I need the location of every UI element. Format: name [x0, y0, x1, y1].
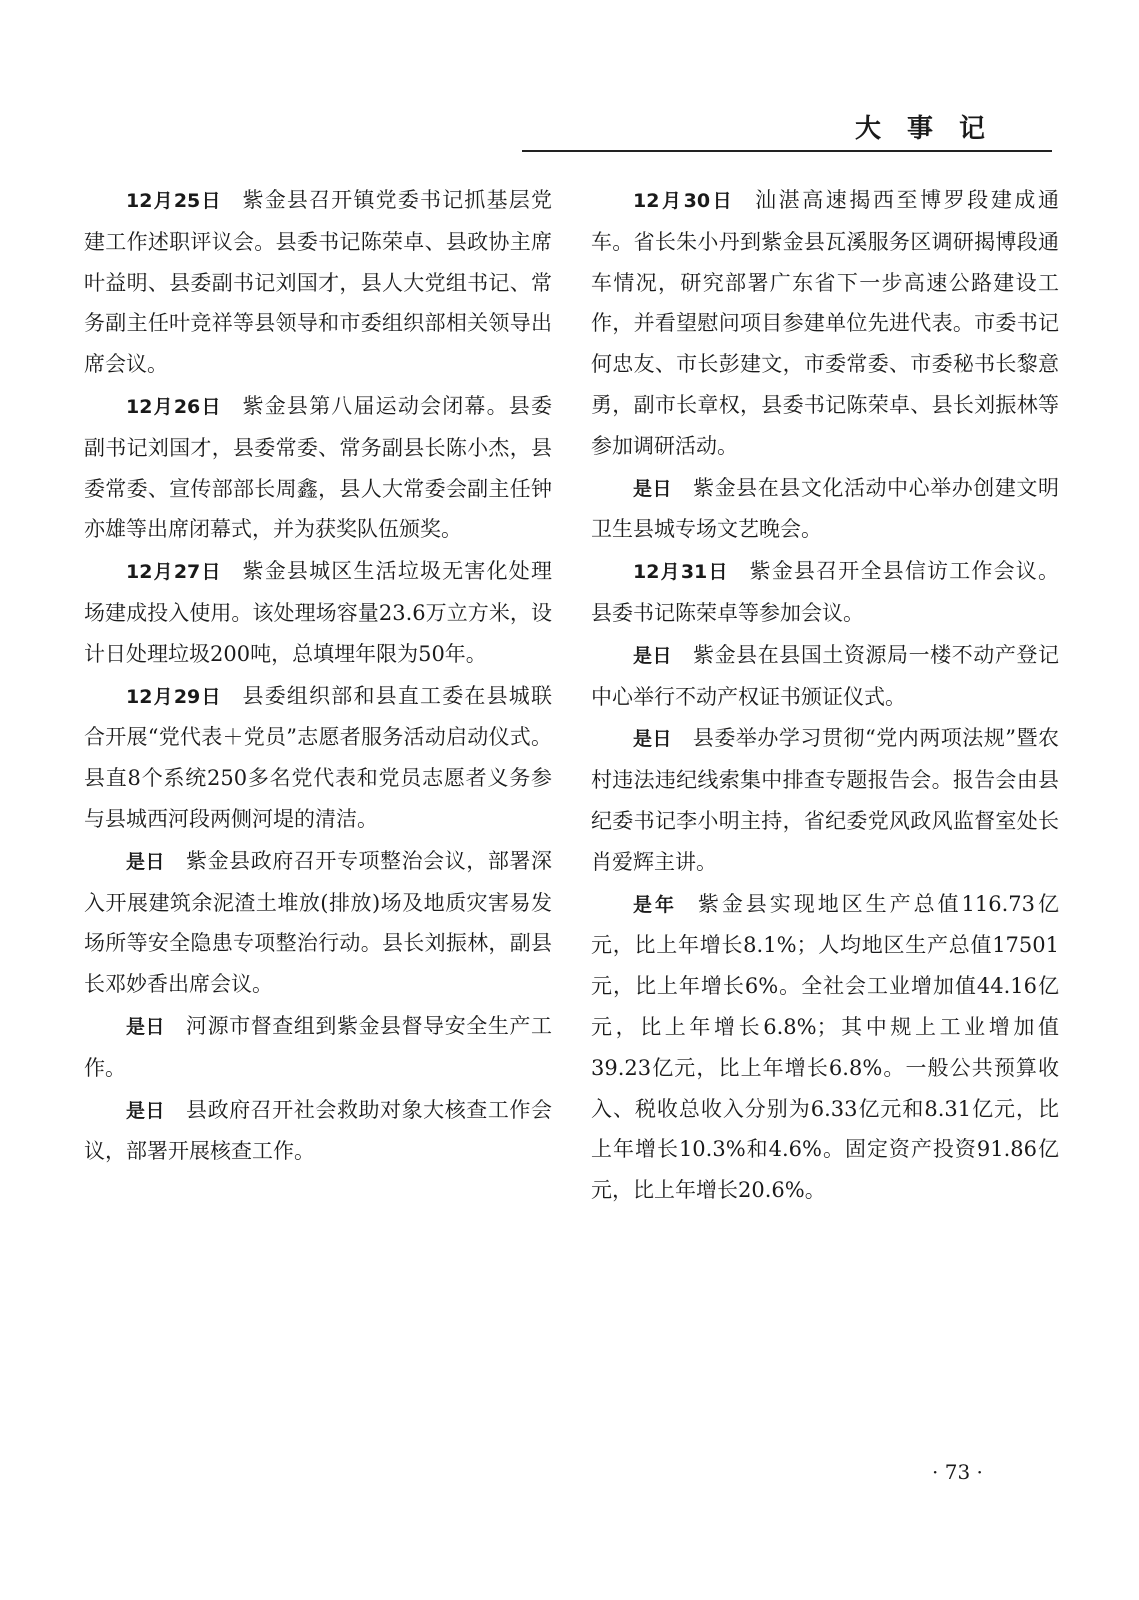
right-column	[591, 180, 1059, 1212]
entry-text: 紫金县城区生活垃圾无害化处理场建成投入使用。该处理场容量23.6万立方米，设计日处理垃圾200吨，总填埋年限为50年。	[84, 559, 552, 666]
entry-date: 是日	[126, 850, 166, 873]
entry-text: 紫金县召开镇党委书记抓基层党建工作述职评议会。县委书记陈荣卓、县政协主席叶益明、县委副书记刘国才，县人大党组书记、常务副主任叶竞祥等县领导和市委组织部相关领导出席会议。	[84, 188, 552, 377]
chronicle-entry	[591, 635, 1059, 718]
entry-text: 河源市督查组到紫金县督导安全生产工作。	[84, 1013, 552, 1080]
entry-date: 是日	[633, 644, 673, 667]
chronicle-entry	[84, 551, 552, 674]
entry-date: 12月25日	[126, 190, 222, 212]
chronicle-entry	[591, 468, 1059, 551]
section-title: 大事记	[854, 114, 1011, 144]
entry-date: 是日	[126, 1099, 166, 1122]
chronicle-entry	[84, 841, 552, 1005]
chronicle-entry	[84, 1006, 552, 1089]
entry-text: 紫金县第八届运动会闭幕。县委副书记刘国才，县委常委、常务副县长陈小杰，县委常委、宣传部部长周鑫，县人大常委会副主任钟亦雄等出席闭幕式，并为获奖队伍颁奖。	[84, 393, 552, 542]
chronicle-entry	[591, 884, 1059, 1211]
entry-text: 紫金县政府召开专项整治会议，部署深入开展建筑余泥渣土堆放(排放)场及地质灾害易发场所等安全隐患专项整治行动。县长刘振林，副县长邓妙香出席会议。	[84, 848, 552, 997]
chronicle-entry	[591, 718, 1059, 882]
entry-text: 汕湛高速揭西至博罗段建成通车。省长朱小丹到紫金县瓦溪服务区调研揭博段通车情况，研究部署广东省下一步高速公路建设工作，并看望慰问项目参建单位先进代表。市委书记何忠友、市长彭建文，市委常委、市委秘书长黎意勇，副市长章权，县委书记陈荣卓、县长刘振林等参加调研活动。	[591, 188, 1059, 458]
entry-date: 是日	[126, 1015, 166, 1038]
entry-text: 紫金县召开全县信访工作会议。县委书记陈荣卓等参加会议。	[591, 559, 1059, 625]
entry-text: 县委组织部和县直工委在县城联合开展“党代表＋党员”志愿者服务活动启动仪式。县直8个系统250多名党代表和党员志愿者义务参与县城西河段两侧河堤的清洁。	[84, 683, 552, 831]
entry-date: 12月27日	[126, 561, 222, 584]
entry-text: 县政府召开社会救助对象大核查工作会议，部署开展核查工作。	[84, 1097, 552, 1164]
entry-date: 12月30日	[633, 190, 735, 212]
chronicle-entry	[84, 676, 552, 840]
entry-text: 紫金县在县文化活动中心举办创建文明卫生县城专场文艺晚会。	[591, 475, 1059, 542]
entry-text: 县委举办学习贯彻“党内两项法规”暨农村违法违纪线索集中排查专题报告会。报告会由县纪委书记李小明主持，省纪委党风政风监督室处长肖爱辉主讲。	[591, 726, 1059, 874]
chronicle-entry	[84, 1090, 552, 1173]
chronicle-entry	[591, 551, 1059, 634]
chronicle-entry	[84, 386, 552, 550]
entry-date: 是年	[633, 893, 677, 916]
entry-date: 12月31日	[633, 561, 729, 584]
chronicle-entry	[84, 180, 552, 385]
entry-date: 是日	[633, 477, 673, 500]
entry-date: 12月26日	[126, 395, 222, 418]
entry-text: 紫金县在县国土资源局一楼不动产登记中心举行不动产权证书颁证仪式。	[591, 642, 1059, 709]
page-number: · 73 ·	[932, 1460, 983, 1484]
entry-date: 是日	[633, 728, 673, 751]
left-column	[84, 180, 552, 1173]
entry-date: 12月29日	[126, 685, 222, 708]
chronicle-entry	[591, 180, 1059, 467]
header-rule	[522, 150, 1052, 152]
entry-text: 紫金县实现地区生产总值116.73亿元，比上年增长8.1%；人均地区生产总值17501元，比上年增长6%。全社会工业增加值44.16亿元，比上年增长6.8%；其中规上工业增加值39.23亿元，比上年增长6.8%。一般公共预算收入、税收总收入分别为6.33亿元和8.31亿元，比上年增长10.3%和4.6%。固定资产投资91.86亿元，比上年增长20.6%。	[591, 891, 1059, 1203]
